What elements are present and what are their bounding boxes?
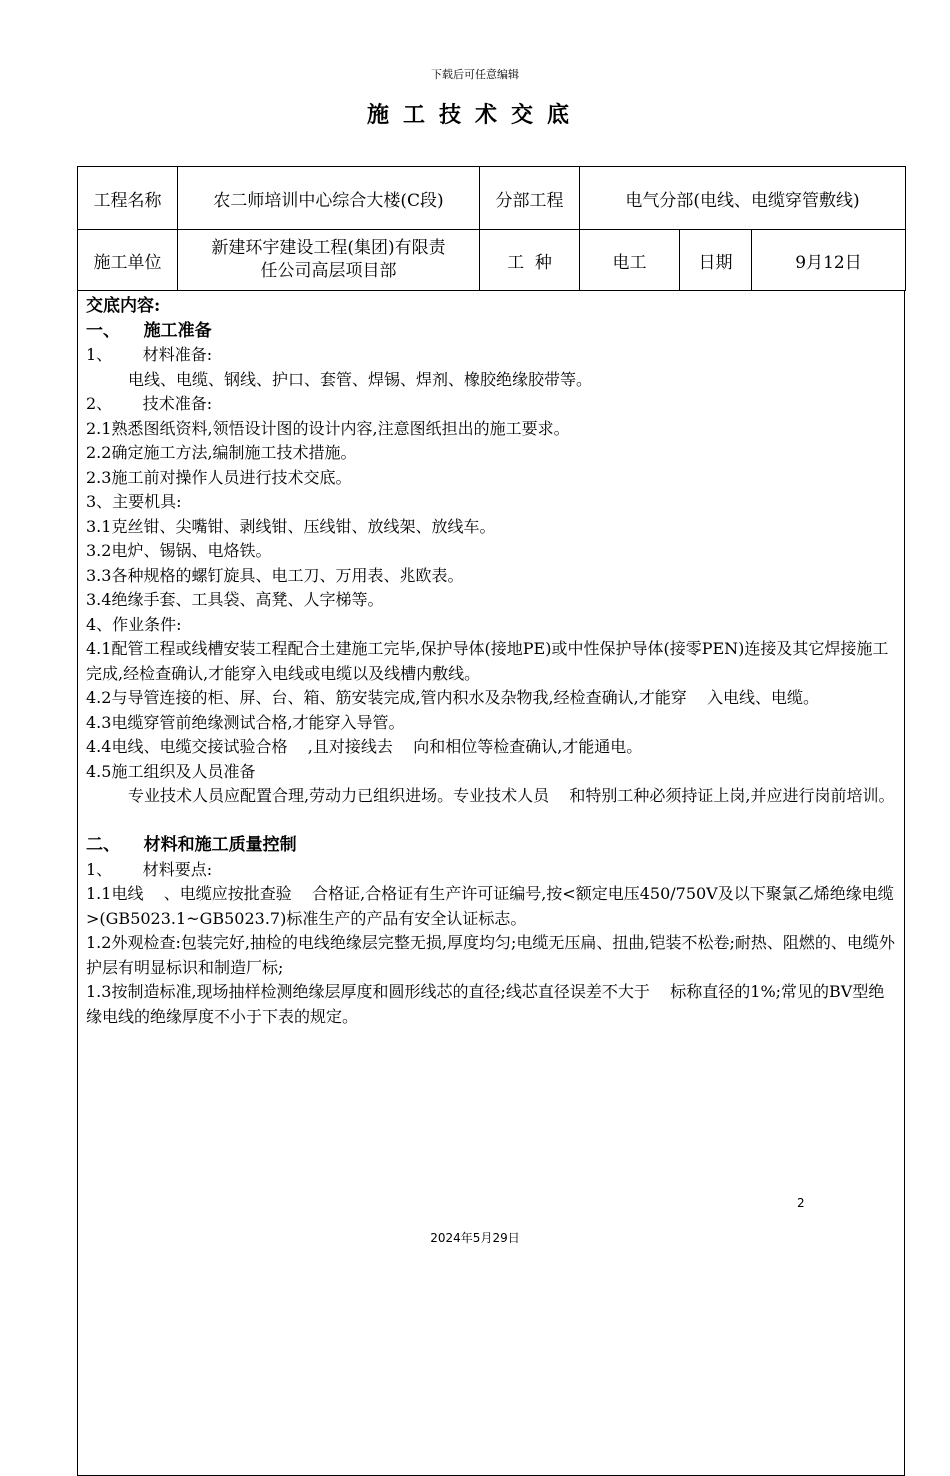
date-label: 日期 — [680, 230, 752, 291]
disclosure-content — [86, 294, 898, 1029]
content-line: 1.1电线 、电缆应按批查验 合格证,合格证有生产许可证编号,按<额定电压450/750V及以下聚氯乙烯绝缘电缆>(GB5023.1~GB5023.7)标准生产的产品有安全认证标志。 — [86, 884, 894, 928]
sub-project-label: 分部工程 — [480, 167, 580, 230]
section-heading: 交底内容: — [86, 296, 161, 316]
content-line: 电线、电缆、钢线、护口、套管、焊锡、焊剂、橡胶绝缘胶带等。 — [128, 369, 593, 389]
project-name-label: 工程名称 — [78, 167, 178, 230]
content-line: 3.1克丝钳、尖嘴钳、剥线钳、压线钳、放线架、放线车。 — [86, 516, 496, 536]
content-line: 4.4电线、电缆交接试验合格 ,且对接线去 向和相位等检查确认,才能通电。 — [86, 737, 643, 756]
trade-value: 电工 — [580, 230, 680, 291]
content-line: 2、 技术准备: — [86, 394, 213, 413]
content-line: 3、主要机具: — [86, 492, 182, 511]
trade-label: 工 种 — [480, 230, 580, 291]
date-value: 9月12日 — [752, 230, 906, 291]
disclosure-content-box — [77, 290, 905, 1476]
content-line: 2.2确定施工方法,编制施工技术措施。 — [86, 443, 357, 462]
page-title: 施工技术交底 — [366, 102, 583, 128]
content-line: 4.2与导管连接的柜、屏、台、箱、筋安装完成,管内积水及杂物我,经检查确认,才能穿 入电线、电缆。 — [86, 688, 820, 707]
content-line: 1.3按制造标准,现场抽样检测绝缘层厚度和圆形线芯的直径;线芯直径误差不大于 标称直径的1%;常见的BV型绝缘电线的绝缘厚度不小于下表的规定。 — [86, 982, 885, 1026]
section-heading: 一、 施工准备 — [86, 320, 212, 341]
header-note: 下载后可任意编辑 — [431, 68, 519, 81]
project-name-value: 农二师培训中心综合大楼(C段) — [178, 167, 480, 230]
content-line: 4.3电缆穿管前绝缘测试合格,才能穿入导管。 — [86, 712, 405, 732]
content-line: 4.1配管工程或线槽安装工程配合土建施工完毕,保护导体(接地PE)或中性保护导体(接零PEN)连接及其它焊接施工完成,经检查确认,才能穿入电线或电缆以及线槽内敷线。 — [86, 639, 889, 683]
content-line: 3.2电炉、锡锅、电烙铁。 — [86, 541, 272, 560]
unit-value: 新建环宇建设工程(集团)有限责任公司高层项目部 — [178, 230, 480, 291]
content-line: 2.3施工前对操作人员进行技术交底。 — [86, 467, 352, 487]
content-line: 1、 材料要点: — [86, 859, 213, 879]
content-line: 4、作业条件: — [86, 614, 182, 634]
disclosure-sheet — [77, 166, 905, 1476]
content-line: 1.2外观检查:包装完好,抽检的电线绝缘层完整无损,厚度均匀;电缆无压扁、扭曲,铠装不松卷;耐热、阻燃的、电缆外护层有明显标识和制造厂标; — [86, 933, 895, 977]
footer-date: 2024年5月29日 — [430, 1231, 520, 1245]
content-line: 专业技术人员应配置合理,劳动力已组织进场。专业技术人员 和特别工种必须持证上岗,并应进行岗前培训。 — [128, 786, 895, 805]
content-line: 3.4绝缘手套、工具袋、高凳、人字梯等。 — [86, 590, 384, 609]
sub-project-value: 电气分部(电线、电缆穿管敷线) — [580, 167, 906, 230]
page-number: 2 — [797, 1196, 805, 1210]
content-line: 2.1熟悉图纸资料,领悟设计图的设计内容,注意图纸担出的施工要求。 — [86, 418, 570, 438]
blank-line — [86, 809, 898, 834]
content-line: 1、 材料准备: — [86, 345, 213, 364]
content-line: 4.5施工组织及人员准备 — [86, 761, 256, 781]
info-table — [77, 166, 906, 291]
content-line: 3.3各种规格的螺钉旋具、电工刀、万用表、兆欧表。 — [86, 565, 464, 585]
section-heading: 二、 材料和施工质量控制 — [86, 835, 297, 855]
unit-label: 施工单位 — [78, 230, 178, 291]
